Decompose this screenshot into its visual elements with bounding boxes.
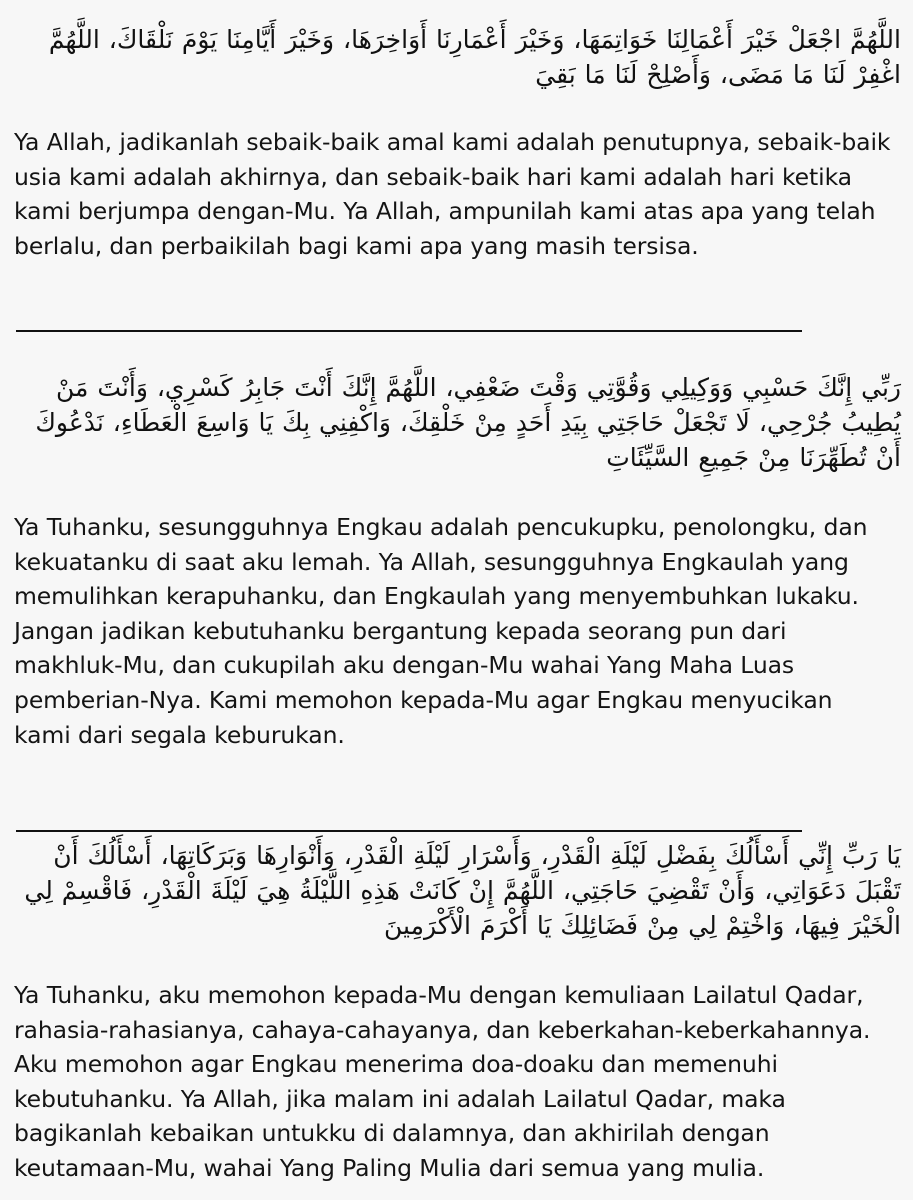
prayer-3-arabic: يَا رَبِّ إِنِّي أَسْأَلُكَ بِفَضْلِ لَيْلَةِ الْقَدْرِ، وَأَسْرَارِ لَيْلَةِ الْقَدْرِ، وَأَنْوَارِهَا وَبَرَكَاتِهَا، أَسْأَلُكَ أَنْ تَقْبَلَ دَعَوَاتِي، وَأَنْ تَقْضِيَ حَاجَتِي، اللَّهُمَّ إِنْ كَانَتْ هَذِهِ اللَّيْلَةُ هِيَ لَيْلَةَ الْقَدْرِ، فَاقْسِمْ لِي الْخَيْرَ فِيهَا، وَاخْتِمْ لِي مِنْ فَضَائِلِكَ يَا أَكْرَمَ الْأَكْرَمِينَ [24, 841, 901, 940]
prayer-3-translation: Ya Tuhanku, aku memohon kepada-Mu dengan kemuliaan Lailatul Qadar, rahasia-rahasianya, cahaya-cahayanya, dan keberkahan-keberkahannya. Aku memohon agar Engkau menerima doa-doaku dan memenuhi kebutuhanku. Ya Allah, jika malam ini adalah Lailatul Qadar, maka bagikanlah kebaikan untukku di dalamnya, dan akhirilah dengan keutamaan-Mu, wahai Yang Paling Mulia dari semua yang mulia. [14, 981, 871, 1182]
section-divider [14, 830, 802, 832]
prayer-2-arabic: رَبِّي إِنَّكَ حَسْبِي وَوَكِيلِي وَقُوَّتِي وَقْتَ ضَعْفِي، اللَّهُمَّ إِنَّكَ أَنْتَ جَابِرُ كَسْرِي، وَأَنْتَ مَنْ يُطِيبُ جُرْحِي، لَا تَجْعَلْ حَاجَتِي بِيَدِ أَحَدٍ مِنْ خَلْقِكَ، وَاكْفِنِي بِكَ يَا وَاسِعَ الْعَطَاءِ، نَدْعُوكَ أَنْ تُطَهِّرَنَا مِنْ جَمِيعِ السَّيِّئَاتِ [35, 373, 901, 472]
prayer-1-translation: Ya Allah, jadikanlah sebaik-baik amal kami adalah penutupnya, sebaik-baik usia kami adalah akhirnya, dan sebaik-baik hari kami adalah hari ketika kami berjumpa dengan-Mu. Ya Allah, ampunilah kami atas apa yang telah berlalu, dan perbaikilah bagi kami apa yang masih tersisa. [14, 128, 891, 260]
prayer-2-translation: Ya Tuhanku, sesungguhnya Engkau adalah pencukupku, penolongku, dan kekuatanku di saat aku lemah. Ya Allah, sesungguhnya Engkaulah yang memulihkan kerapuhanku, dan Engkaulah yang menyembuhkan lukaku. Jangan jadikan kebutuhanku bergantung kepada seorang pun dari makhluk-Mu, dan cukupilah aku dengan-Mu wahai Yang Maha Luas pemberian-Nya. Kami memohon kepada-Mu agar Engkau menyucikan kami dari segala keburukan. [14, 513, 868, 749]
prayer-1-arabic: اللَّهُمَّ اجْعَلْ خَيْرَ أَعْمَالِنَا خَوَاتِمَهَا، وَخَيْرَ أَعْمَارِنَا أَوَاخِرَهَا، وَخَيْرَ أَيَّامِنَا يَوْمَ نَلْقَاكَ، اللَّهُمَّ اغْفِرْ لَنَا مَا مَضَى، وَأَصْلِحْ لَنَا مَا بَقِيَ [48, 25, 901, 89]
section-divider [14, 330, 802, 332]
